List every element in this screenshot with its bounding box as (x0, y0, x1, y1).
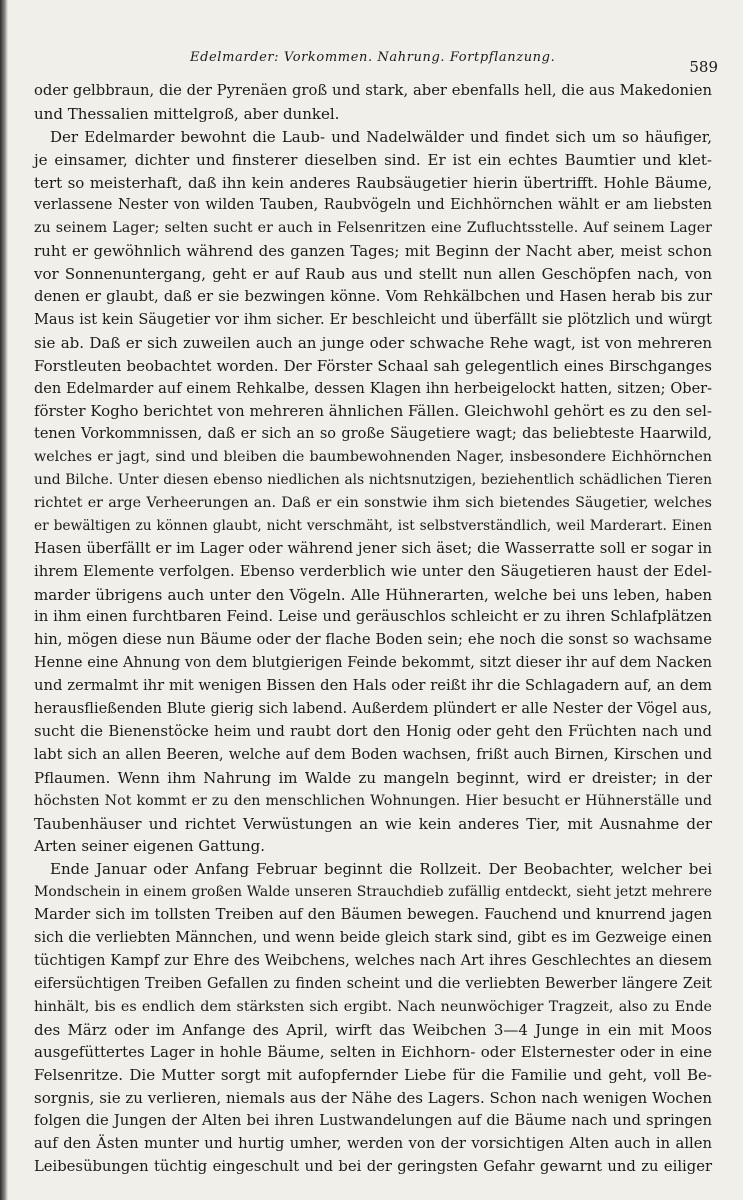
text-line: Forstleuten beobachtet worden. Der Förster Schaal sah gelegentlich eines Birschganges (34, 356, 712, 375)
text-line: denen er glaubt, daß er sie bezwingen könne. Vom Rehkälbchen und Hasen herab bis zur (34, 288, 712, 306)
text-line: verlassene Nester von wilden Tauben, Raubvögeln und Eichhörnchen wählt er am liebsten (34, 197, 712, 214)
text-line: Pflaumen. Wenn ihm Nahrung im Walde zu mangeln beginnt, wird er dreister; in der (34, 768, 712, 787)
text-line: tert so meisterhaft, daß ihn kein anderes Raubsäugetier hierin übertrifft. Hohle Bäume, (34, 173, 712, 192)
text-line: labt sich an allen Beeren, welche auf dem Boden wachsen, frißt auch Birnen, Kirschen und (34, 746, 712, 763)
text-line: er bewältigen zu können glaubt, nicht verschmäht, ist selbstverständlich, weil Marderart. Einen (34, 517, 712, 534)
text-line: marder übrigens auch unter den Vögeln. Alle Hühnerarten, welche bei uns leben, haben (34, 585, 712, 604)
text-line: sie ab. Daß er sich zuweilen auch an junge oder schwache Rehe wagt, ist von mehreren (34, 333, 712, 352)
text-line: Leibesübungen tüchtig eingeschult und bei der geringsten Gefahr gewarnt und zu eiliger (34, 1157, 712, 1175)
text-line: Taubenhäuser und richtet Verwüstungen an wie kein anderes Tier, mit Ausnahme der (34, 814, 712, 833)
text-line: auf den Ästen munter und hurtig umher, werden von der vorsichtigen Alten auch in allen (34, 1134, 712, 1152)
text-line: und Thessalien mittelgroß, aber dunkel. (34, 104, 340, 123)
text-line: zu seinem Lager; selten sucht er auch in Felsenritzen eine Zufluchtsstelle. Auf seinem Lager (34, 220, 712, 237)
running-head (18, 46, 724, 74)
text-line: hinhält, bis es endlich dem stärksten sich ergibt. Nach neunwöchiger Tragzeit, also zu Ende (34, 998, 712, 1015)
text-line: Der Edelmarder bewohnt die Laub- und Nadelwälder und findet sich um so häufiger, (50, 127, 712, 146)
text-line: sorgnis, sie zu verlieren, niemals aus der Nähe des Lagers. Schon nach wenigen Wochen (34, 1089, 712, 1108)
text-line: sucht die Bienenstöcke heim und raubt dort den Honig oder geht den Früchten nach und (34, 722, 712, 740)
text-line: tüchtigen Kampf zur Ehre des Weibchens, welches nach Art ihres Geschlechtes an diesem (34, 951, 712, 969)
text-line: oder gelbbraun, die der Pyrenäen groß und stark, aber ebenfalls hell, die aus Makedonien (34, 82, 712, 99)
text-line: Maus ist kein Säugetier vor ihm sicher. Er beschleicht und überfällt sie plötzlich und würgt (34, 311, 712, 328)
text-line: und Bilche. Unter diesen ebenso niedlichen als nichtsnutzigen, beziehentlich schädlichen Tieren (34, 472, 712, 489)
text-line: herausfließenden Blute gierig sich labend. Außerdem plündert er alle Nester der Vögel aus, (34, 701, 712, 718)
text-line: des März oder im Anfange des April, wirft das Weibchen 3—4 Junge in ein mit Moos (34, 1020, 712, 1039)
text-line: Ende Januar oder Anfang Februar beginnt die Rollzeit. Der Beobachter, welcher bei (50, 860, 712, 879)
text-line: sich die verliebten Männchen, und wenn beide gleich stark sind, gibt es im Gezweige einen (34, 929, 712, 946)
text-line: tenen Vorkommnissen, daß er sich an so große Säugetiere wagt; das beliebteste Haarwild, (34, 426, 712, 443)
text-line: Mondschein in einem großen Walde unseren Strauchdieb zufällig entdeckt, sieht jetzt mehrere (34, 884, 712, 901)
text-line: in ihm einen furchtbaren Feind. Leise und geräuschlos schleicht er zu ihren Schlafplätzen (34, 608, 712, 626)
text-line: Felsenritze. Die Mutter sorgt mit aufopfernder Liebe für die Familie und geht, voll Be- (34, 1066, 712, 1085)
text-line: ruht er gewöhnlich während des ganzen Tages; mit Beginn der Nacht aber, meist schon (34, 242, 712, 261)
text-line: Arten seiner eigenen Gattung. (34, 837, 265, 856)
text-line: hin, mögen diese nun Bäume oder der flache Boden sein; ehe noch die sonst so wachsame (34, 631, 712, 649)
book-page (18, 0, 724, 1200)
text-line: den Edelmarder auf einem Rehkalbe, dessen Klagen ihn herbeigelockt hatten, sitzen; Ober- (34, 380, 712, 397)
text-line: Henne eine Ahnung von dem blutgierigen Feinde bekommt, sitzt dieser ihr auf dem Nacken (34, 655, 712, 672)
text-line: folgen die Jungen der Alten bei ihren Lustwandelungen auf die Bäume nach und springen (34, 1112, 712, 1130)
text-line: eifersüchtigen Treiben Gefallen zu finden scheint und die verliebten Bewerber längere Zeit (34, 975, 712, 992)
running-title: Edelmarder: Vorkommen. Nahrung. Fortpflanzung. (190, 50, 556, 65)
text-line: Hasen überfällt er im Lager oder während jener sich äset; die Wasserratte soll er sogar in (34, 539, 712, 557)
text-line: Marder sich im tollsten Treiben auf den Bäumen bewegen. Fauchend und knurrend jagen (34, 906, 712, 924)
text-line: höchsten Not kommt er zu den menschlichen Wohnungen. Hier besucht er Hühnerställe und (34, 792, 712, 809)
book-spine-shadow (0, 0, 8, 1200)
page-number: 589 (689, 58, 718, 76)
text-line: und zermalmt ihr mit wenigen Bissen den Hals oder reißt ihr die Schlagadern auf, an dem (34, 677, 712, 695)
text-line: je einsamer, dichter und finsterer dieselben sind. Er ist ein echtes Baumtier und klet- (34, 150, 712, 169)
text-line: förster Kogho berichtet von mehreren ähnlichen Fällen. Gleichwohl gehört es zu den sel- (34, 402, 712, 421)
text-line: welches er jagt, sind und bleiben die baumbewohnenden Nager, insbesondere Eichhörnchen (34, 449, 712, 466)
text-line: richtet er arge Verheerungen an. Daß er ein sonstwie ihm sich bietendes Säugetier, welches (34, 495, 712, 512)
text-line: ausgefüttertes Lager in hohle Bäume, selten in Eichhorn- oder Elsternester oder in eine (34, 1043, 712, 1062)
text-line: vor Sonnenuntergang, geht er auf Raub aus und stellt nun allen Geschöpfen nach, von (34, 265, 712, 284)
body-text (34, 80, 712, 1179)
text-line: ihrem Elemente verfolgen. Ebenso verderblich wie unter den Säugetieren haust der Edel- (34, 562, 712, 580)
